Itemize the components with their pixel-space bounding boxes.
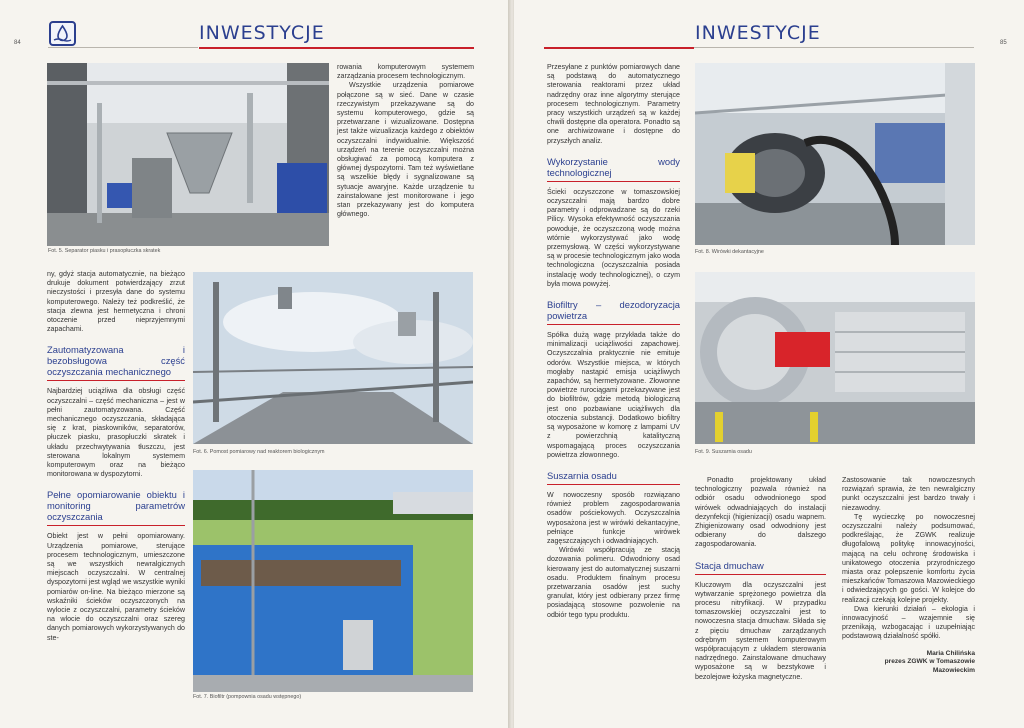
caption-photo-7: Fot. 7. Biofiltr (pompownia osadu wstępnego) bbox=[193, 694, 302, 700]
paragraph: rowania komputerowym systemem zarządzania procesem technologicznym. bbox=[337, 63, 474, 81]
page-number-right: 85 bbox=[1000, 40, 1007, 46]
right-column-c bbox=[547, 63, 680, 620]
header-rule-red bbox=[544, 47, 694, 49]
photo-decanter-centrifuges bbox=[695, 63, 975, 245]
paragraph: ny, gdyż stacja automatycznie, na bieżąco drukuje dokument potwierdzający zrzut nieczystości i przesyła dane do systemu komputerowego. Należy też podkreślić, że stacja zlewna jest hermetyczna i chroni otoczenie przed nieprzyjemnymi zapachami. bbox=[47, 270, 185, 334]
caption-photo-5: Fot. 5. Separator piasku i prasopłuczka skratek bbox=[48, 248, 161, 254]
header-rule-red bbox=[199, 47, 474, 49]
photo-sand-separator bbox=[47, 63, 329, 246]
subheading: Pełne opomiarowanie obiektu i monitoring parametrów oczyszczania bbox=[47, 489, 185, 526]
paragraph: Obiekt jest w pełni opomiarowany. Urządzenia pomiarowe, sterujące procesem technologicznym, umieszczone są we wszystkich newralgicznych miejscach oczyszczalni. W centralnej dyspozytorni jest wgląd we wszystkie wyniki pomiarów on-line. Na bieżąco mierzone są wskaźniki ścieków oczyszczonych na wylocie z oczyszczalni, parametry ścieków na wlocie do oczyszczalni oraz szereg danych pomiarowych wykorzystywanych do ste- bbox=[47, 532, 185, 642]
paragraph: Wirówki współpracują ze stacją dozowania polimeru. Odwodniony osad kierowany jest do automatycznej suszarni osadu. Produktem finalnym procesu przetwarzania osadów jest suchy granulat, który jest odbierany przez firmę posiadającą stosowne pozwolenie na odbiór tego typu produktu. bbox=[547, 546, 680, 619]
paragraph: Ścieki oczyszczone w tomaszowskiej oczyszczalni mają bardzo dobre parametry i odprowadzane są do rzeki Pilicy. Wysoka efektywność oczyszczania powoduje, że oczyszczoną wodę można wtórnie wykorzystywać jako wodę przemysłową. W części wykorzystywane są w procesie technologicznym jako woda technologiczna (oczyszczalnia posiada instalację wody technologicznej), o czym była mowa powyżej. bbox=[547, 187, 680, 288]
author-role: prezes ZGWK w Tomaszowie Mazowieckim bbox=[884, 658, 975, 674]
paragraph: Spółka dużą wagę przykłada także do minimalizacji uciążliwości zapachowej. Oczyszczalnia praktycznie nie emituje odorów. Wszystkie miejsca, w których mogłaby nastąpić emisja uciążliwych zapachów, są hermetyzowane. Złowonne powietrze rurociągami przekazywane jest do biofiltrów, gdzie metodą biologiczną jest ono pozbawiane uciążliwych dla otoczenia substancji. Dodatkowo biofiltry są wyposażone w komorę z lampami UV z powierzchnią katalityczną wspomagającą proces oczyszczania powietrza złowonnego. bbox=[547, 331, 680, 459]
paragraph: Kluczowym dla oczyszczalni jest wytwarzanie sprężonego powietrza dla procesu nitryfikacji. W przypadku tomaszowskiej oczyszczalni jest to nowoczesna stacja dmuchaw. Składa się z pięciu dmuchaw zarządzanych odrębnym systemem komputerowym współpracującym z układem sterowania nadrzędnego. Zainstalowane dmuchawy wyposażone są w bezstykowe i bezolejowe łożyska magnetyczne. bbox=[695, 580, 826, 681]
paragraph: Najbardziej uciążliwa dla obsługi część oczyszczalni – część mechaniczna – jest w pełni zautomatyzowana. Część mechanicznego oczyszczania, składająca się z krat, piaskowników, separatorów, płuczek piasku, prasopłuczki skratek i układu przechwytywania tłuszczu, jest sterowana lokalnym systemem komputerowym oraz na bieżąco monitorowana w dyspozytorni. bbox=[47, 387, 185, 479]
subheading: Zautomatyzowana i bezobsługowa część oczyszczania mechanicznego bbox=[47, 344, 185, 381]
subheading: Suszarnia osadu bbox=[547, 470, 680, 485]
right-column-d bbox=[695, 476, 826, 682]
subheading: Wykorzystanie wody technologicznej bbox=[547, 156, 680, 182]
section-title-left: INWESTYCJE bbox=[199, 22, 325, 44]
subheading: Biofiltry – dezodoryzacja powietrza bbox=[547, 299, 680, 325]
paragraph: Dwa kierunki działań – ekologia i innowacyjność – wzajemnie się przenikają, wzbogacając i uzupełniając podstawową działalność spółki. bbox=[842, 604, 975, 641]
photo-biofilter bbox=[193, 470, 473, 692]
right-column-e bbox=[842, 476, 975, 675]
author-name: Maria Chilińska bbox=[926, 649, 975, 657]
paragraph: Zastosowanie tak nowoczesnych rozwiązań sprawia, że ten newralgiczny punkt oczyszczalni jest bardzo trwały i niezawodny. bbox=[842, 476, 975, 512]
left-column-a bbox=[47, 270, 185, 643]
paragraph: Wszystkie urządzenia pomiarowe połączone są w sieć. Dane w czasie rzeczywistym przekazywane są do systemu komputerowego, gdzie są przetwarzane i wizualizowane. Dostępna jest także wizualizacja każdego z obiektów oczyszczalni indywidualnie. Większość urządzeń na terenie oczyszczalni można obsługiwać za pomocą komputera z głównej dyspozytorni. Tam też wyświetlane są wszelkie błędy i sygnalizowane są sytuacje awaryjne. Każde urządzenie tu zainstalowane jest monitorowane i jego stan przekazywany jest do komputera głównego. bbox=[337, 81, 474, 219]
header-rule-gray bbox=[694, 47, 974, 48]
photo-sludge-dryer bbox=[695, 272, 975, 444]
paragraph: Tę wycieczkę po nowoczesnej oczyszczalni należy podsumować, podkreślając, że ZGWK realizuje długofalową politykę innowacyjności, mającą na celu ochronę środowiska i unikatowego otoczenia przyrodniczego miasta oraz polepszenie komfortu życia mieszkańców Tomaszowa Mazowieckiego i odwiedzających go gości. W kolejce do realizacji czekają kolejne projekty. bbox=[842, 512, 975, 604]
paragraph: W nowoczesny sposób rozwiązano również problem zagospodarowania osadów pościekowych. Oczyszczalnia wyposażona jest w wirówki dekantacyjne, pełniące funkcje wirówek zagęszczających i odwadniających. bbox=[547, 490, 680, 545]
author-signature bbox=[842, 650, 975, 676]
photo-measurement-platform bbox=[193, 272, 473, 444]
right-page bbox=[514, 0, 1024, 728]
left-column-b bbox=[337, 63, 474, 219]
caption-photo-8: Fot. 8. Wirówki dekantacyjne bbox=[695, 249, 764, 255]
caption-photo-9: Fot. 9. Suszarnia osadu bbox=[695, 449, 752, 455]
header-rule-gray bbox=[48, 47, 198, 48]
paragraph: Przesyłane z punktów pomiarowych dane są podstawą do automatycznego sterowania reaktorami przez układ nadrzędny oraz inne algorytmy sterujące procesem technologicznym. Parametry pracy wszystkich urządzeń są w każdej chwili dostępne dla operatora. Ponadto są one archiwizowane i dostępne do przyszłych analiz. bbox=[547, 63, 680, 145]
section-title-right: INWESTYCJE bbox=[695, 22, 821, 44]
left-page bbox=[0, 0, 510, 728]
page-number-left: 84 bbox=[14, 40, 21, 46]
zgwk-logo-icon bbox=[49, 21, 76, 46]
paragraph: Ponadto projektowany układ technologiczny pozwala również na odbiór osadu odwodnionego spod wirówek odwadniających do instalacji dezynfekcji (higienizacji) osadu wapnem. Zhigienizowany osad odwodniony jest odbierany do dalszego zagospodarowania. bbox=[695, 476, 826, 549]
caption-photo-6: Fot. 6. Pomost pomiarowy nad reaktorem biologicznym bbox=[193, 449, 325, 455]
subheading: Stacja dmuchaw bbox=[695, 560, 826, 575]
